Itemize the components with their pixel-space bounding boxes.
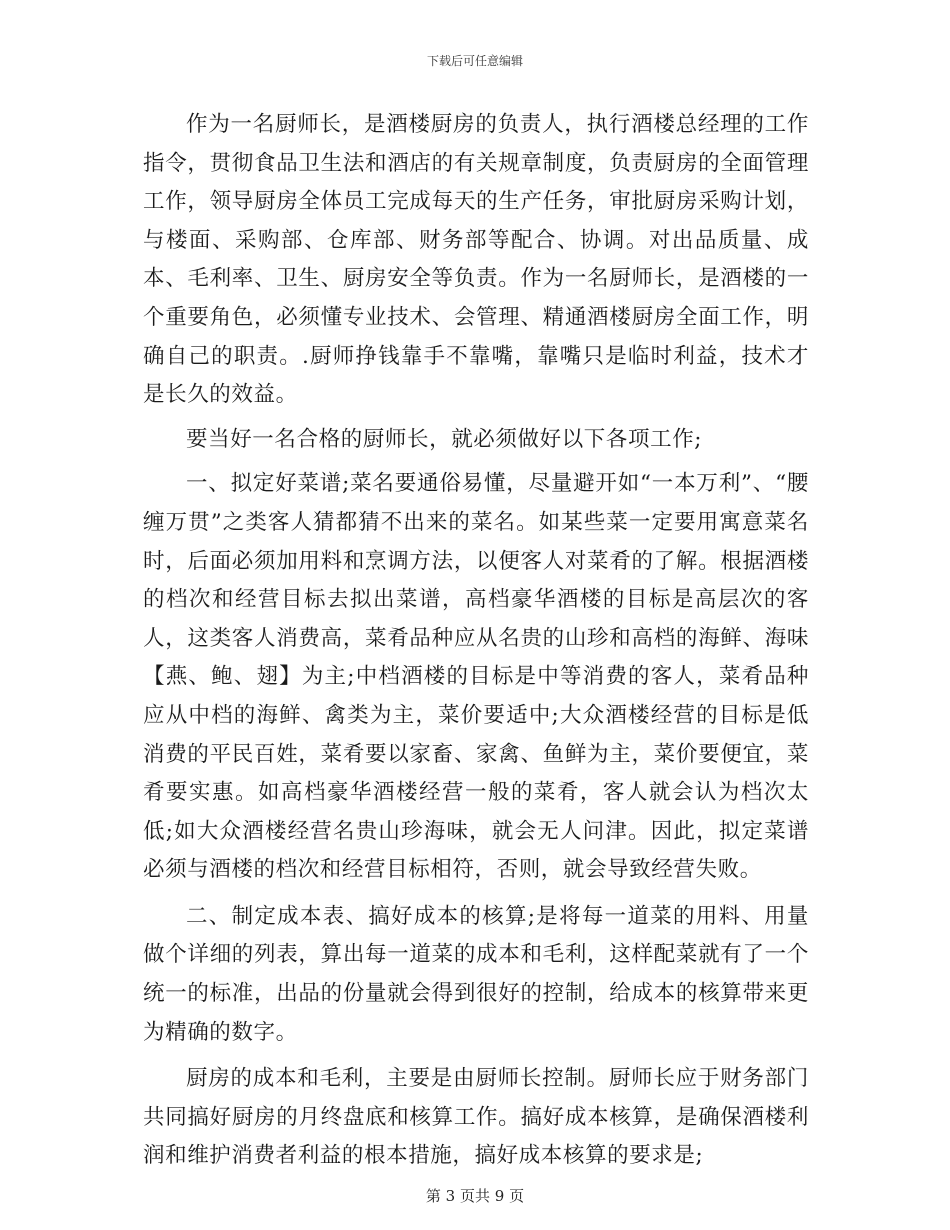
paragraph-chef-role: 作为一名厨师长，是酒楼厨房的负责人，执行酒楼总经理的工作指令，贯彻食品卫生法和酒店的有关规章制度，负责厨房的全面管理工作，领导厨房全体员工完成每天的生产任务，审批厨房采购计划，与楼面、采购部、仓库部、财务部等配合、协调。对出品质量、成本、毛利率、卫生、厨房安全等负责。作为一名厨师长，是酒楼的一个重要角色，必须懂专业技术、会管理、精通酒楼厨房全面工作，明确自己的职责。.厨师挣钱靠手不靠嘴，靠嘴只是临时利益，技术才是长久的效益。: [143, 112, 809, 408]
document-body: [143, 106, 809, 1182]
paragraph-cost-control: 厨房的成本和毛利，主要是由厨师长控制。厨师长应于财务部门共同搞好厨房的月终盘底和核算工作。搞好成本核算，是确保酒楼利润和维护消费者利益的根本措施，搞好成本核算的要求是;: [143, 1066, 809, 1169]
page-header: 下载后可任意编辑: [426, 54, 523, 68]
paragraph-cost-table: 二、制定成本表、搞好成本的核算;是将每一道菜的用料、用量做个详细的列表，算出每一道菜的成本和毛利，这样配菜就有了一个统一的标准，出品的份量就会得到很好的控制，给成本的核算带来更为精确的数字。: [143, 903, 809, 1045]
paragraph-requirements-intro: 要当好一名合格的厨师长，就必须做好以下各项工作;: [186, 426, 703, 452]
page-footer-page-number: 第 3 页共 9 页: [425, 1187, 525, 1205]
paragraph-menu-planning: 一、拟定好菜谱;菜名要通俗易懂，尽量避开如“一本万利”、“腰缠万贯”之类客人猜都猜不出来的菜名。如某些菜一定要用寓意菜名时，后面必须加用料和烹调方法，以便客人对菜肴的了解。根据酒楼的档次和经营目标去拟出菜谱，高档豪华酒楼的目标是高层次的客人，这类客人消费高，菜肴品种应从名贵的山珍和高档的海鲜、海味【燕、鲍、翅】为主;中档酒楼的目标是中等消费的客人，菜肴品种应从中档的海鲜、禽类为主，菜价要适中;大众酒楼经营的目标是低消费的平民百姓，菜肴要以家畜、家禽、鱼鲜为主，菜价要便宜，菜肴要实惠。如高档豪华酒楼经营一般的菜肴，客人就会认为档次太低;如大众酒楼经营名贵山珍海味，就会无人问津。因此，拟定菜谱必须与酒楼的档次和经营目标相符，否则，就会导致经营失败。: [143, 471, 809, 883]
